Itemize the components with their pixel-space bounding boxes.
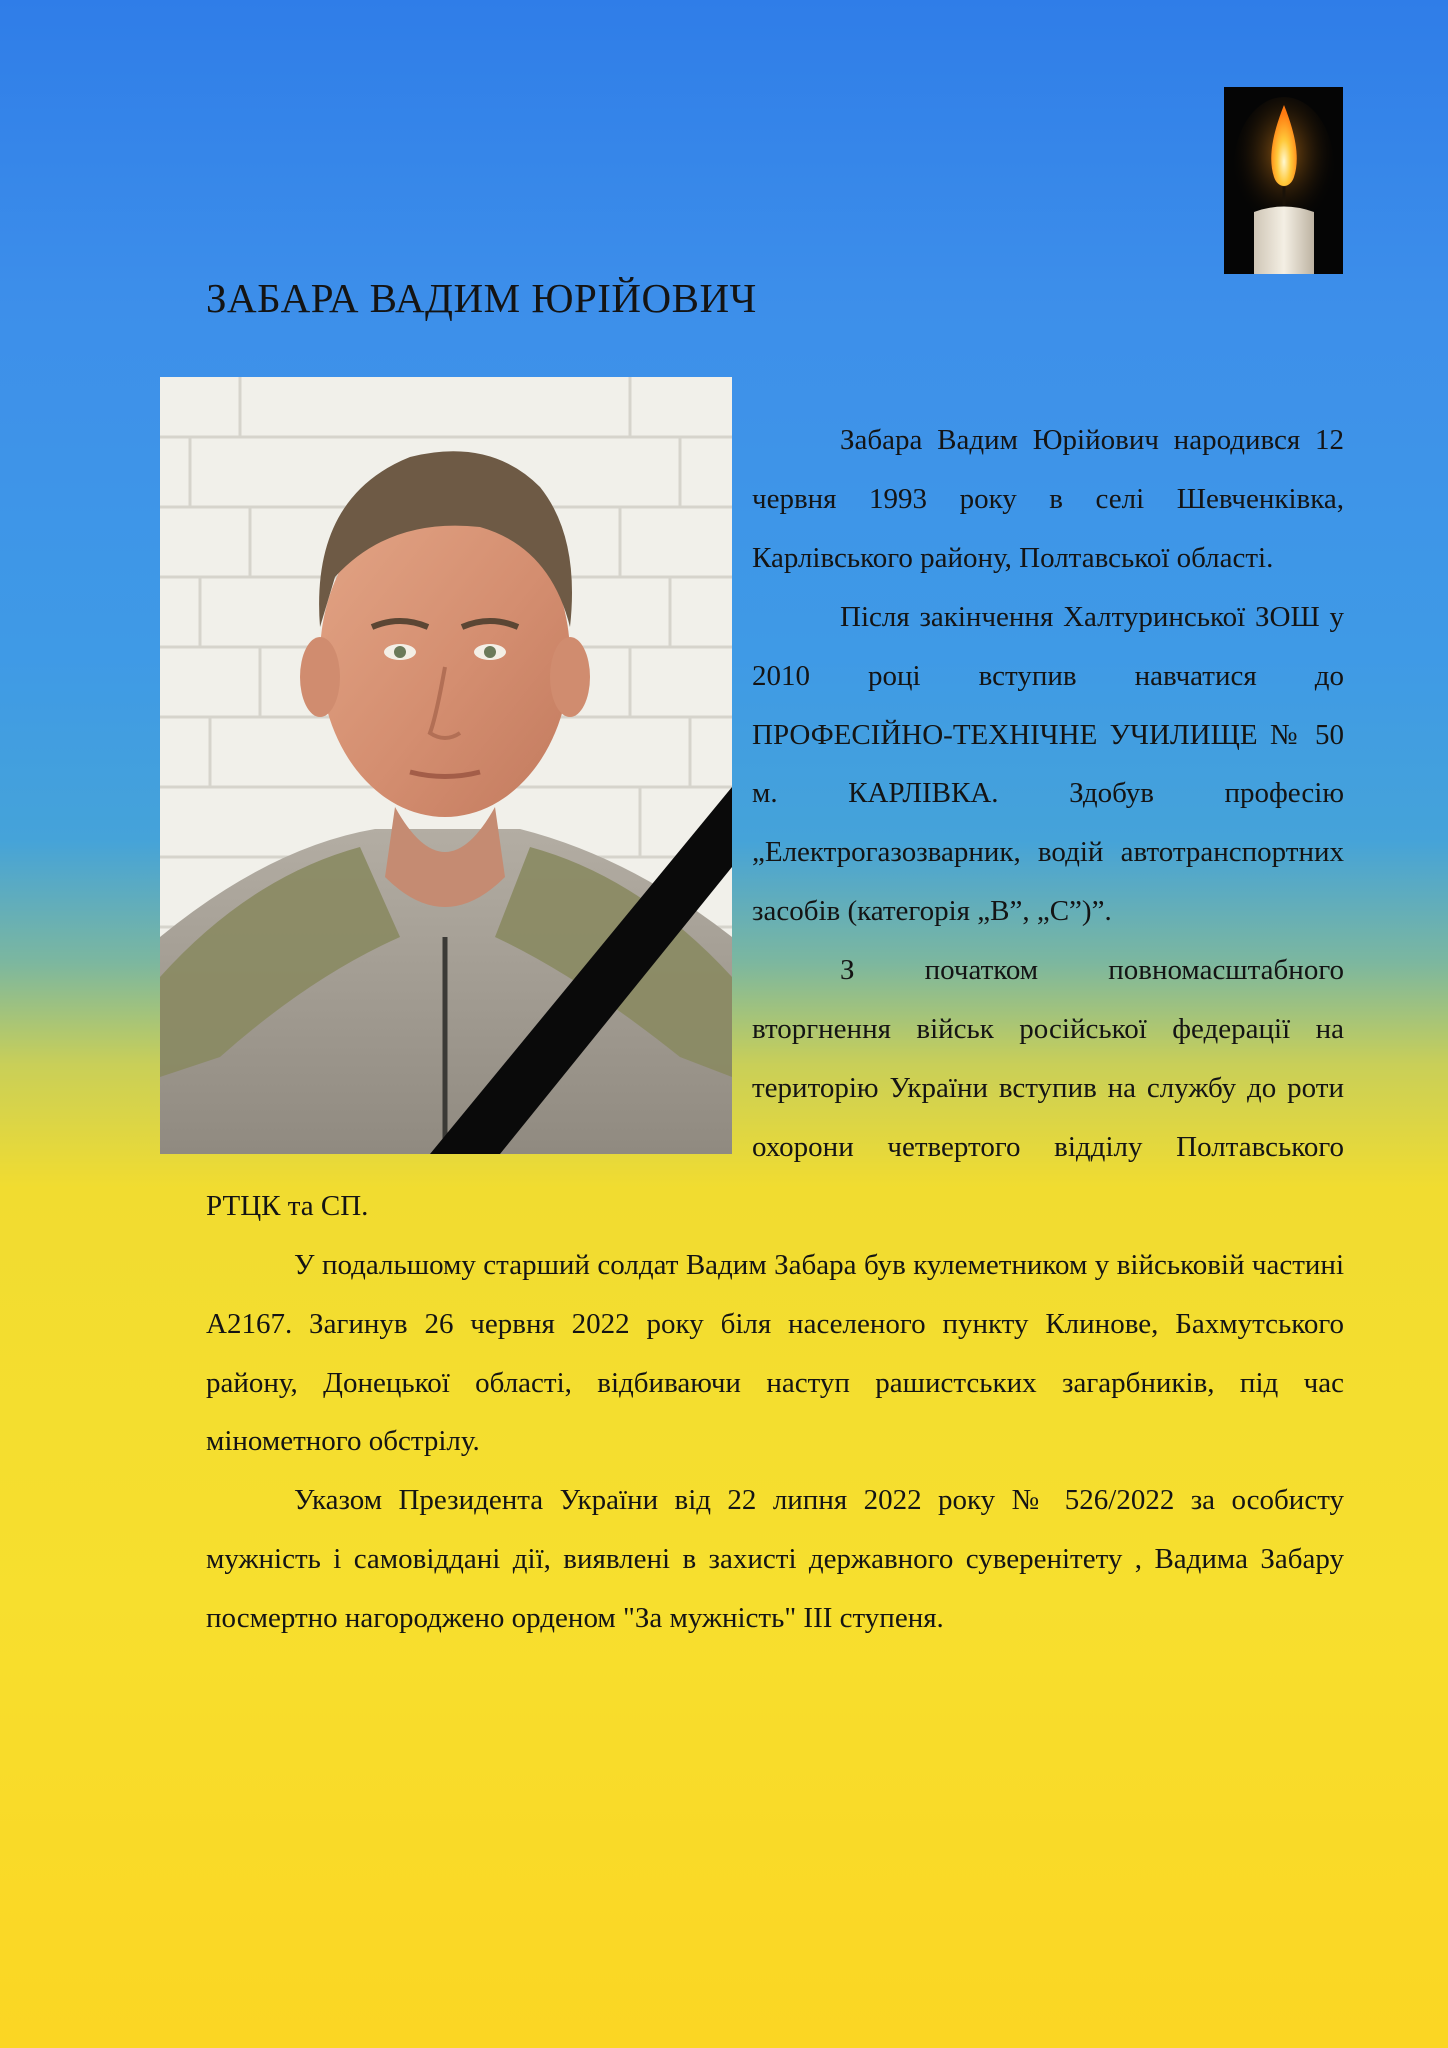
candle-icon: [1224, 87, 1343, 274]
bio-paragraph-death: У подальшому старший солдат Вадим Забара був кулеметником у військовій частині А2167. Загинув 26 червня 2022 року біля населеного пункту Клинове, Бахмутського району, Донецької області, відбиваючи наступ рашистських загарбників, під час мінометного обстрілу.: [206, 1248, 1344, 1458]
bio-paragraph-education: Після закінчення Халтуринської ЗОШ у 2010 році вступив навчатися до ПРОФЕСІЙНО-ТЕХНІЧНЕ УЧИЛИЩЕ № 50 м. КАРЛІВКА. Здобув професію „Електрогазозварник, водій автотранспортних засобів (категорія „В”, „С”)”.: [752, 600, 1344, 928]
biography-text: [206, 411, 1344, 1648]
photo-spacer: [206, 405, 752, 1132]
page-title: ЗАБАРА ВАДИМ ЮРІЙОВИЧ: [206, 275, 757, 321]
bio-paragraph-service: З початком повномасштабного вторгнення військ російської федерації на територію України вступив на службу до роти охорони четвертого відділу Полтавського РТЦК та СП.: [206, 954, 1344, 1222]
bio-paragraph-award: Указом Президента України від 22 липня 2022 року № 526/2022 за особисту мужність і самовіддані дії, виявлені в захисті державного суверенітету , Вадима Забару посмертно нагороджено орденом "За мужність" ІІІ ступеня.: [206, 1484, 1344, 1635]
bio-paragraph-birth: Забара Вадим Юрійович народився 12 червня 1993 року в селі Шевченківка, Карлівського району, Полтавської області.: [752, 424, 1344, 574]
